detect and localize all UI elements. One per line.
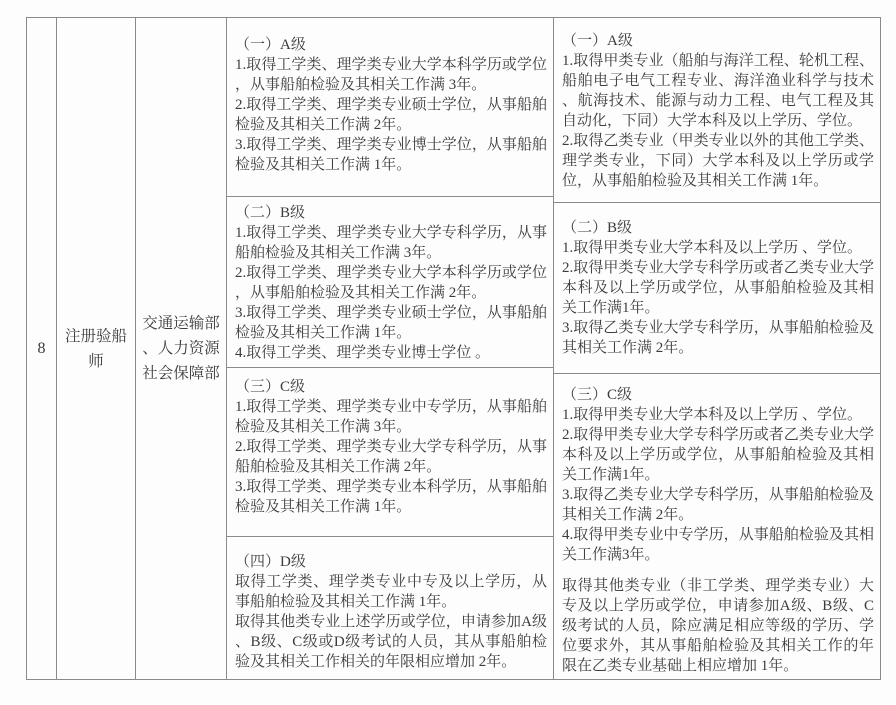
requirement-item: 2.取得甲类专业大学专科学历或者乙类专业大学本科及以上学历或学位，从事船舶检验及其相关工作满1年。 <box>562 260 874 316</box>
requirement-item: 2.取得工学类、理学类专业大学专科学历，从事船舶检验及其相关工作满 2年。 <box>235 439 547 475</box>
requirement-item: 1.取得甲类专业大学本科及以上学历 、学位。 <box>562 407 863 423</box>
level-c-heading: （三）C级 <box>235 379 306 395</box>
level-c-heading: （三）C级 <box>562 387 633 403</box>
profession-title: 注册验船师 <box>64 327 127 370</box>
row-number: 8 <box>37 340 46 357</box>
cell-left-level-b <box>227 197 553 368</box>
column-profession <box>57 18 136 679</box>
cell-right-level-b <box>554 203 880 374</box>
requirement-item: 3.取得工学类、理学类专业本科学历，从事船舶检验及其相关工作满 1年。 <box>235 479 547 515</box>
cell-left-level-c <box>227 368 553 537</box>
cell-right-level-a <box>554 18 880 203</box>
requirement-item: 2.取得乙类专业（甲类专业以外的其他工学类、理学类专业，下同）大学本科及以上学历或学位，从事船舶检验及其相关工作满 1年。 <box>562 133 874 189</box>
requirement-item: 2.取得甲类专业大学专科学历或者乙类专业大学本科及以上学历或学位，从事船舶检验及其相关工作满1年。 <box>562 427 874 483</box>
requirement-item: 1.取得工学类、理学类专业中专学历，从事船舶检验及其相关工作满 3年。 <box>235 399 547 435</box>
requirement-item: 3.取得工学类、理学类专业博士学位，从事船舶检验及其相关工作满 1年。 <box>235 137 547 173</box>
requirement-item: 3.取得工学类、理学类专业硕士学位，从事船舶检验及其相关工作满 1年。 <box>235 305 547 341</box>
qualification-table <box>26 17 881 680</box>
requirement-item: 1.取得甲类专业大学本科及以上学历 、学位。 <box>562 240 863 256</box>
column-row-number <box>27 18 57 679</box>
requirement-item: 2.取得工学类、理学类专业硕士学位，从事船舶检验及其相关工作满 2年。 <box>235 97 547 133</box>
requirement-item: 3.取得乙类专业大学专科学历，从事船舶检验及其相关工作满 2年。 <box>562 320 874 356</box>
requirement-item: 1.取得工学类、理学类专业大学专科学历，从事船舶检验及其相关工作满 3年。 <box>235 225 547 261</box>
requirement-item: 4.取得工学类、理学类专业博士学位 。 <box>235 345 491 361</box>
level-a-heading: （一）A级 <box>235 37 306 53</box>
requirement-item: 2.取得工学类、理学类专业大学本科学历或学位，从事船舶检验及其相关工作满 2年。 <box>235 265 547 301</box>
other-majors-note: 取得其他类专业（非工学类、理学类专业）大专及以上学历或学位，申请参加A级、B级、C级考试的人员，除应满足相应等级的学历、学位要求外，其从事船舶检验及其相关工作的年限在乙类专业基础上相应增加 1年。 <box>562 578 874 674</box>
requirement-item: 取得其他类专业上述学历或学位，申请参加A级、B级、C级或D级考试的人员，其从事船舶检验及其相关工作相关的年限相应增加 2年。 <box>235 614 547 670</box>
level-d-heading: （四）D级 <box>235 554 306 570</box>
requirement-item: 3.取得乙类专业大学专科学历，从事船舶检验及其相关工作满 2年。 <box>562 487 874 523</box>
level-a-heading: （一）A级 <box>562 33 633 49</box>
cell-right-level-c <box>554 374 880 679</box>
level-b-heading: （二）B级 <box>235 205 306 221</box>
cell-left-level-a <box>227 18 553 197</box>
cell-left-level-d <box>227 537 553 679</box>
level-b-heading: （二）B级 <box>562 220 633 236</box>
requirement-item: 取得工学类、理学类专业中专及以上学历，从事船舶检验及其相关工作满 1年。 <box>235 574 547 610</box>
requirement-item: 1.取得甲类专业（船舶与海洋工程、轮机工程、船舶电子电气工程专业、海洋渔业科学与技术、航海技术、能源与动力工程、电气工程及其自动化，下同）大学本科及以上学历、学位。 <box>562 53 874 129</box>
column-requirements-right <box>554 18 880 679</box>
requirement-item: 1.取得工学类、理学类专业大学本科学历或学位，从事船舶检验及其相关工作满 3年。 <box>235 57 547 93</box>
requirement-item: 4.取得甲类专业中专学历，从事船舶检验及其相关工作满3年。 <box>562 527 874 563</box>
column-requirements-left <box>227 18 554 679</box>
column-departments <box>136 18 227 679</box>
departments-text: 交通运输部、人力资源社会保障部 <box>142 315 220 382</box>
